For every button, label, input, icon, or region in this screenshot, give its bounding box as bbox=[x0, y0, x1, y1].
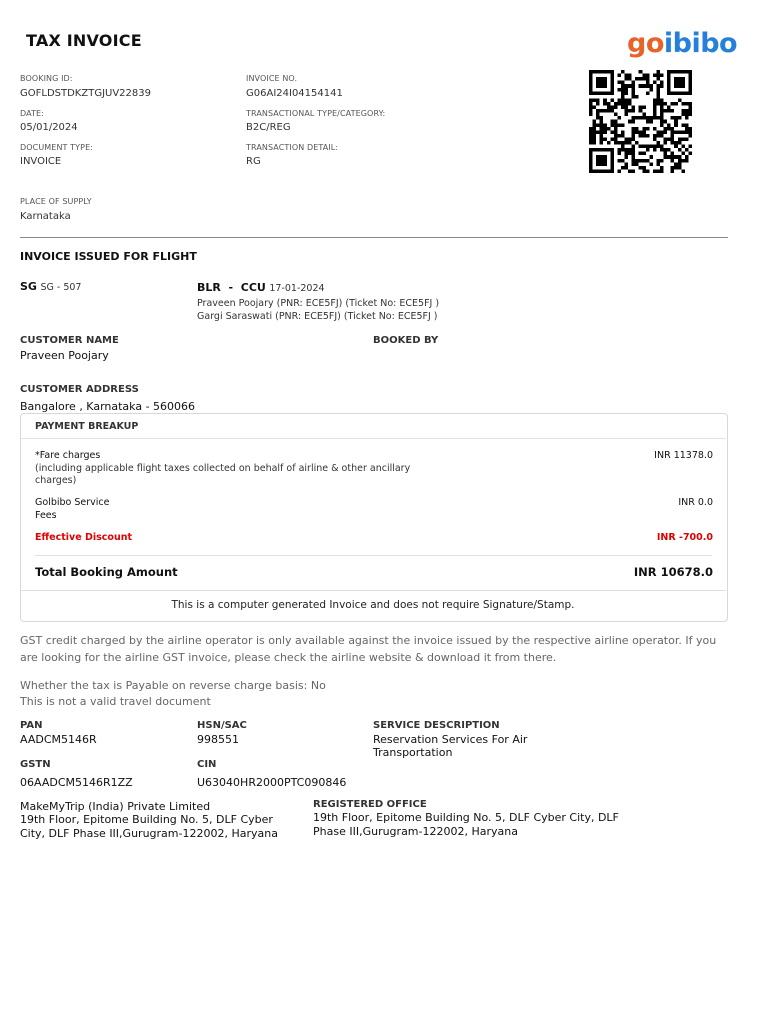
header-divider bbox=[20, 237, 728, 238]
flight-section-title: INVOICE ISSUED FOR FLIGHT bbox=[20, 250, 197, 263]
booked-by-label: BOOKED BY bbox=[373, 335, 439, 346]
passenger-1: Praveen Poojary (PNR: ECE5FJ) (Ticket No: ECE5FJ ) bbox=[197, 298, 440, 309]
customer-name-label: CUSTOMER NAME bbox=[20, 335, 119, 346]
booking-id-label: BOOKING ID: bbox=[20, 74, 73, 83]
fare-value: INR 11378.0 bbox=[654, 450, 713, 461]
route-to: CCU bbox=[240, 281, 266, 294]
hsn-value: 998551 bbox=[197, 733, 239, 746]
invoice-no-label: INVOICE NO. bbox=[246, 74, 298, 83]
pan-value: AADCM5146R bbox=[20, 733, 97, 746]
gstn-value: 06AADCM5146R1ZZ bbox=[20, 776, 133, 789]
passenger-2: Gargi Saraswati (PNR: ECE5FJ) (Ticket No: ECE5FJ ) bbox=[197, 311, 438, 322]
registered-office-line1: 19th Floor, Epitome Building No. 5, DLF Cyber City, DLF bbox=[313, 811, 619, 824]
fare-label: *Fare charges bbox=[35, 450, 101, 461]
txn-detail-value: RG bbox=[246, 156, 261, 167]
flight-id bbox=[20, 280, 81, 293]
booking-id-value: GOFLDSTDKZTGJUV22839 bbox=[20, 88, 151, 99]
reverse-charge-note: Whether the tax is Payable on reverse charge basis: No bbox=[20, 679, 326, 692]
payment-breakup-title: PAYMENT BREAKUP bbox=[35, 421, 139, 432]
logo-part-ibibo: ibibo bbox=[663, 28, 738, 59]
registered-office-label: REGISTERED OFFICE bbox=[313, 799, 427, 810]
page-title: TAX INVOICE bbox=[26, 31, 142, 50]
date-value: 05/01/2024 bbox=[20, 122, 78, 133]
flight-number: SG - 507 bbox=[40, 282, 82, 293]
hsn-label: HSN/SAC bbox=[197, 720, 247, 731]
service-description-line2: Transportation bbox=[373, 746, 453, 759]
route bbox=[197, 281, 325, 294]
fare-note-line2: charges) bbox=[35, 475, 77, 486]
discount-label: Effective Discount bbox=[35, 532, 133, 543]
route-from: BLR bbox=[197, 281, 221, 294]
cin-label: CIN bbox=[197, 759, 217, 770]
total-divider bbox=[35, 555, 712, 556]
gst-note-line2: are looking for the airline GST invoice, please check the airline website & download it from there. bbox=[20, 651, 557, 664]
gstn-label: GSTN bbox=[20, 759, 51, 770]
pan-label: PAN bbox=[20, 720, 43, 731]
gst-note-line1: GST credit charged by the airline operator is only available against the invoice issued by the respective airline operator. If you bbox=[20, 634, 717, 647]
service-description-label: SERVICE DESCRIPTION bbox=[373, 720, 500, 731]
txn-type-value: B2C/REG bbox=[246, 122, 291, 133]
place-label: PLACE OF SUPPLY bbox=[20, 197, 92, 206]
customer-address-label: CUSTOMER ADDRESS bbox=[20, 384, 139, 395]
computer-generated-note: This is a computer generated Invoice and does not require Signature/Stamp. bbox=[171, 599, 575, 611]
goibibo-logo bbox=[627, 28, 737, 59]
service-description-line1: Reservation Services For Air bbox=[373, 733, 528, 746]
total-value: INR 10678.0 bbox=[633, 565, 713, 579]
service-fee-label-line2: Fees bbox=[35, 510, 57, 521]
company-address-line2: City, DLF Phase III,Gurugram-122002, Haryana bbox=[20, 827, 278, 840]
qr-code bbox=[589, 70, 692, 173]
company-address-line1: 19th Floor, Epitome Building No. 5, DLF Cyber bbox=[20, 813, 273, 826]
flight-date: 17-01-2024 bbox=[269, 283, 325, 294]
registered-office-line2: Phase III,Gurugram-122002, Haryana bbox=[313, 825, 518, 838]
footer-divider bbox=[21, 590, 726, 591]
customer-name: Praveen Poojary bbox=[20, 349, 109, 362]
cin-value: U63040HR2000PTC090846 bbox=[197, 776, 347, 789]
place-value: Karnataka bbox=[20, 211, 71, 222]
company-name: MakeMyTrip (India) Private Limited bbox=[20, 800, 211, 813]
logo-part-go: go bbox=[627, 28, 664, 59]
service-fee-label-line1: Golbibo Service bbox=[35, 497, 110, 508]
total-label: Total Booking Amount bbox=[35, 565, 178, 579]
doc-type-label: DOCUMENT TYPE: bbox=[20, 143, 94, 152]
service-fee-value: INR 0.0 bbox=[678, 497, 713, 508]
airline-code: SG bbox=[20, 280, 37, 293]
not-valid-note: This is not a valid travel document bbox=[20, 695, 211, 708]
route-dash: - bbox=[220, 281, 241, 294]
txn-detail-label: TRANSACTION DETAIL: bbox=[246, 143, 339, 152]
date-label: DATE: bbox=[20, 109, 45, 118]
fare-note-line1: (including applicable flight taxes collected on behalf of airline & other ancillary bbox=[35, 463, 411, 474]
customer-address: Bangalore , Karnataka - 560066 bbox=[20, 400, 196, 413]
txn-type-label: TRANSACTIONAL TYPE/CATEGORY: bbox=[246, 109, 386, 118]
doc-type-value: INVOICE bbox=[20, 156, 62, 167]
invoice-no-value: G06AI24I04154141 bbox=[246, 88, 343, 99]
discount-value: INR -700.0 bbox=[656, 532, 713, 543]
